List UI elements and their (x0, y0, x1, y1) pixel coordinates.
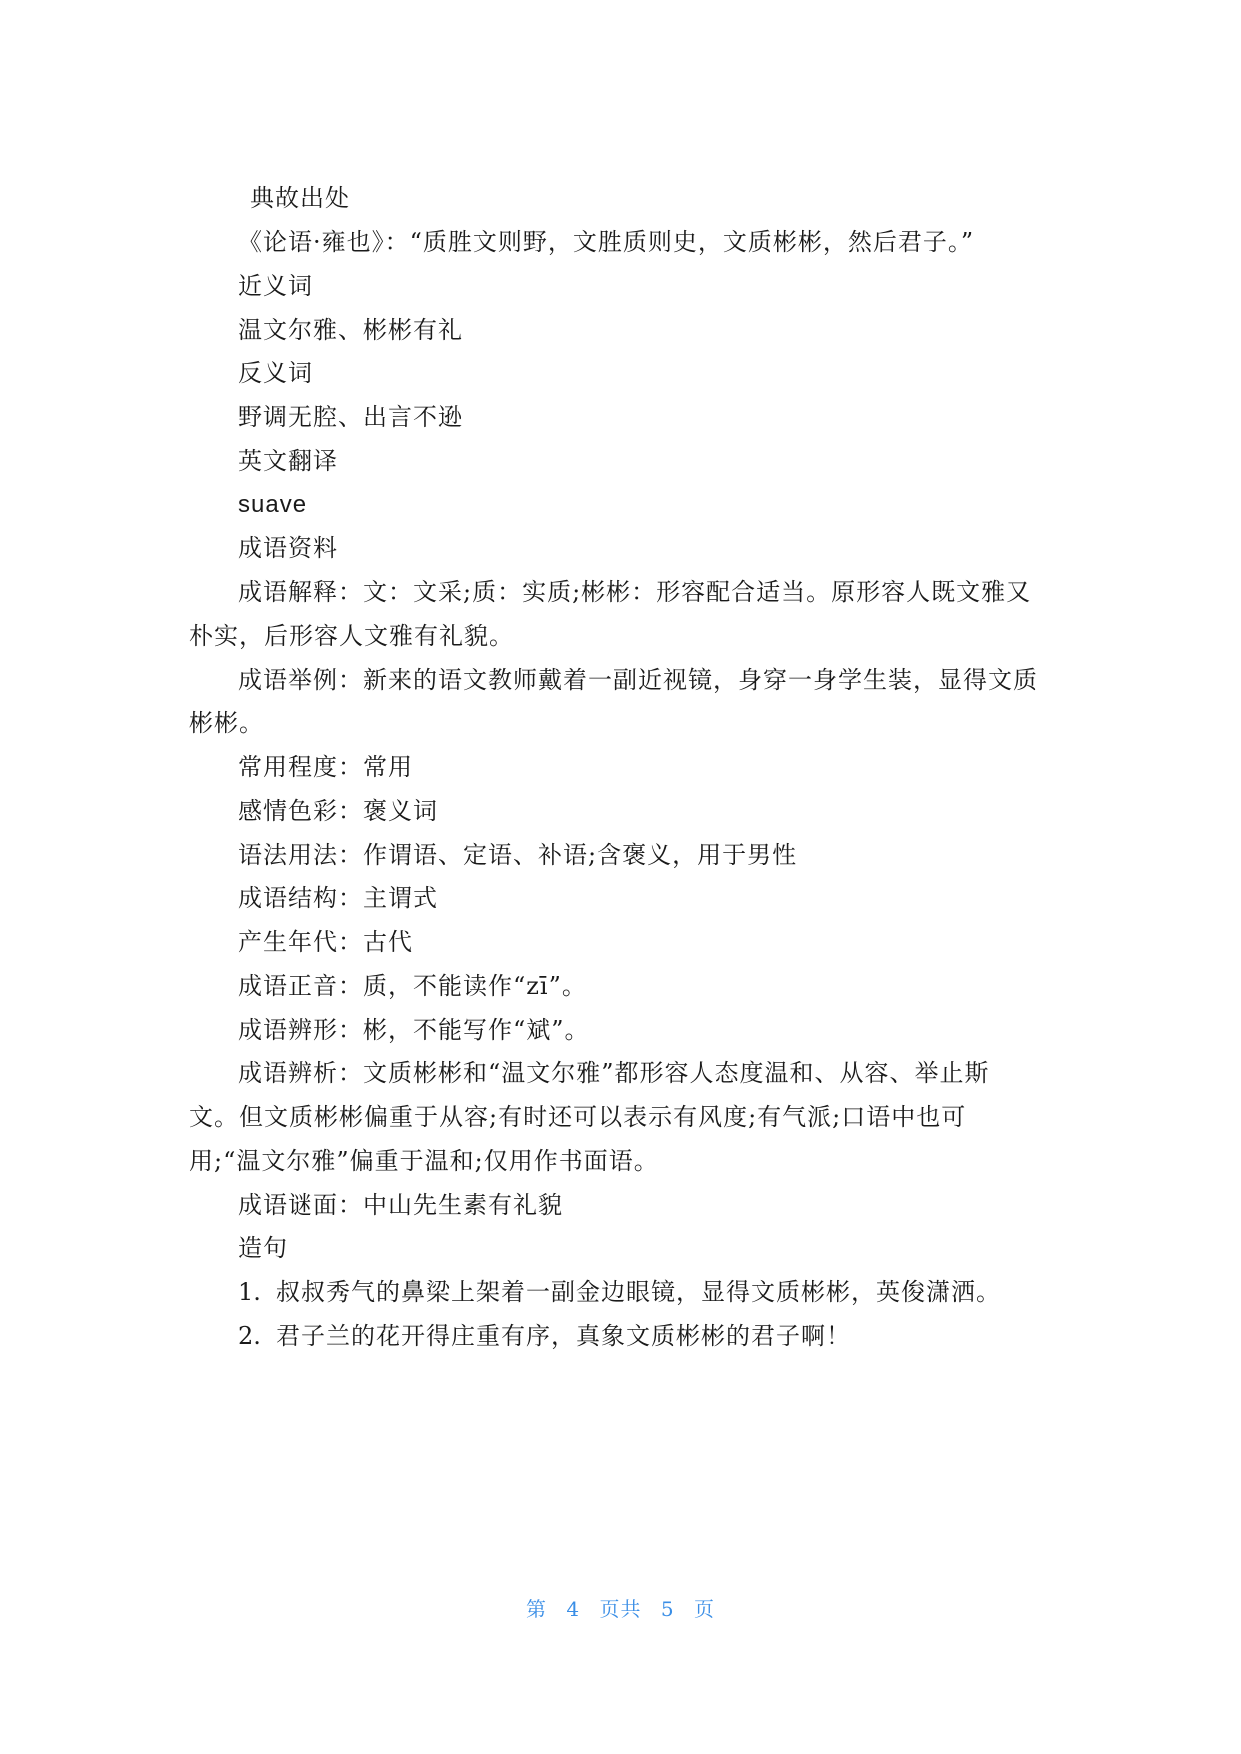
form-note: 成语辨形：彬，不能写作“斌”。 (238, 1016, 590, 1044)
footer-suffix: 页 (693, 1597, 715, 1621)
distinguish-line-2: 文。但文质彬彬偏重于从容;有时还可以表示有风度;有气派;口语中也可 (189, 1103, 967, 1131)
sentiment: 感情色彩：褒义词 (238, 797, 438, 825)
era: 产生年代：古代 (238, 928, 413, 956)
info-heading: 成语资料 (238, 534, 338, 562)
source-heading: 典故出处 (250, 184, 350, 212)
antonyms-heading: 反义词 (238, 359, 313, 387)
sentences-heading: 造句 (238, 1234, 288, 1262)
explain-line-2: 朴实，后形容人文雅有礼貌。 (189, 622, 514, 650)
footer-middle: 页共 (599, 1597, 642, 1621)
english-heading: 英文翻译 (238, 447, 338, 475)
pronunciation: 成语正音：质，不能读作“zī”。 (238, 972, 587, 1000)
synonyms-text: 温文尔雅、彬彬有礼 (238, 316, 463, 344)
explain-line-1: 成语解释：文：文采;质：实质;彬彬：形容配合适当。原形容人既文雅又 (238, 578, 1032, 606)
riddle: 成语谜面：中山先生素有礼貌 (238, 1191, 563, 1219)
example-line-1: 成语举例：新来的语文教师戴着一副近视镜，身穿一身学生装，显得文质 (238, 666, 1038, 694)
source-text: 《论语·雍也》：“质胜文则野，文胜质则史，文质彬彬，然后君子。” (238, 228, 975, 256)
english-text: suave (238, 491, 308, 518)
list-text: 君子兰的花开得庄重有序，真象文质彬彬的君子啊！ (276, 1322, 851, 1350)
list-number: 1. (238, 1278, 261, 1306)
antonyms-text: 野调无腔、出言不逊 (238, 403, 463, 431)
footer-page-number: 4 (566, 1597, 581, 1621)
page-footer (0, 1596, 1241, 1622)
usage-frequency: 常用程度：常用 (238, 753, 413, 781)
distinguish-line-1: 成语辨析：文质彬彬和“温文尔雅”都形容人态度温和、从容、举止斯 (238, 1059, 990, 1087)
grammar-usage: 语法用法：作谓语、定语、补语;含褒义，用于男性 (238, 841, 798, 869)
synonyms-heading: 近义词 (238, 272, 313, 300)
example-line-2: 彬彬。 (189, 709, 264, 737)
footer-prefix: 第 (526, 1597, 548, 1621)
idiom-structure: 成语结构：主谓式 (238, 884, 438, 912)
footer-total-pages: 5 (660, 1597, 675, 1621)
distinguish-line-3: 用;“温文尔雅”偏重于温和;仅用作书面语。 (189, 1147, 659, 1175)
list-number: 2. (238, 1322, 261, 1350)
list-text: 叔叔秀气的鼻梁上架着一副金边眼镜，显得文质彬彬，英俊潇洒。 (276, 1278, 1001, 1306)
